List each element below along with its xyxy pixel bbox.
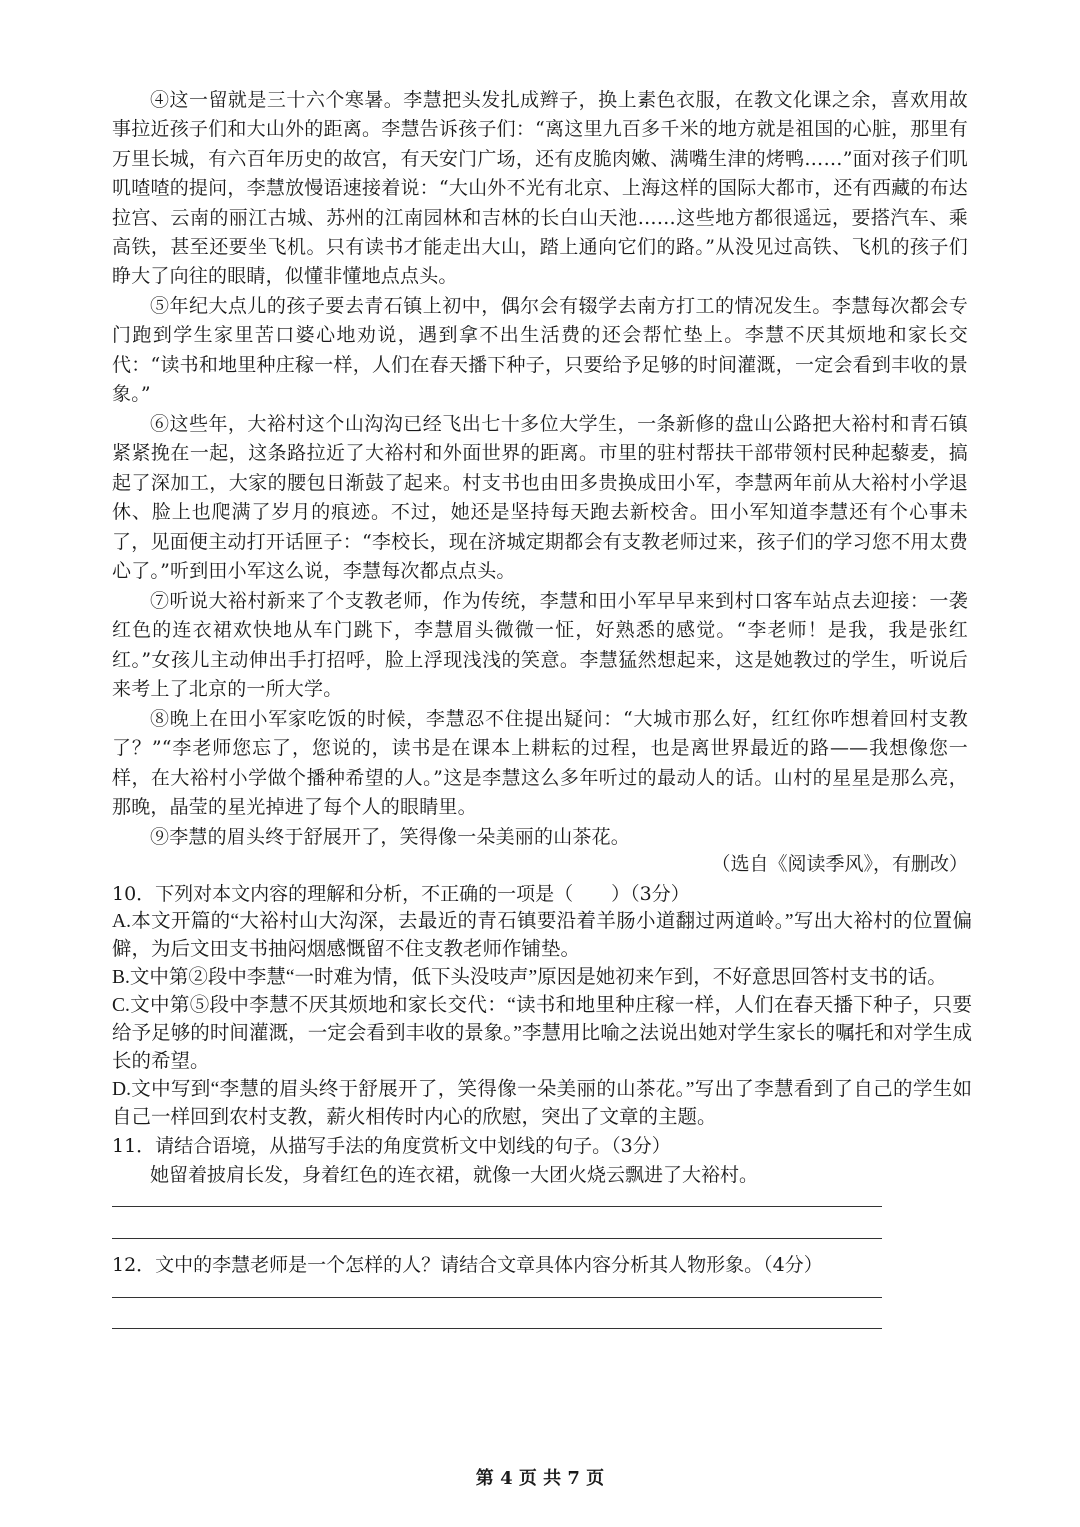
answer-line[interactable] xyxy=(112,1328,882,1329)
question-section xyxy=(112,880,972,1329)
question-11-underlined-sentence: 她留着披肩长发，身着红色的连衣裙，就像一大团火烧云飘进了大裕村。 xyxy=(150,1164,759,1186)
question-10 xyxy=(112,880,972,1132)
question-12-stem: 12．文中的李慧老师是一个怎样的人？请结合文章具体内容分析其人物形象。（4分） xyxy=(112,1254,823,1276)
question-10-option-b[interactable]: B.文中第②段中李慧“一时难为情，低下头没吱声”原因是她初来乍到，不好意思回答村支书的话。 xyxy=(112,967,947,988)
question-12 xyxy=(112,1251,972,1329)
question-10-option-c[interactable]: C.文中第⑤段中李慧不厌其烦地和家长交代：“读书和地里种庄稼一样，人们在春天播下种子，只要给予足够的时间灌溉，一定会看到丰收的景象。”李慧用比喻之法说出她对学生家长的嘱托和对学生成长的希望。 xyxy=(112,995,972,1072)
question-10-stem: 10．下列对本文内容的理解和分析，不正确的一项是（ ）（3分） xyxy=(112,883,690,905)
passage-paragraph-5: ⑤年纪大点儿的孩子要去青石镇上初中，偶尔会有辍学去南方打工的情况发生。李慧每次都会专门跑到学生家里苦口婆心地劝说，遇到拿不出生活费的还会帮忙垫上。李慧不厌其烦地和家长交代：“读书和地里种庄稼一样，人们在春天播下种子，只要给予足够的时间灌溉，一定会看到丰收的景象。” xyxy=(112,295,968,406)
reading-passage xyxy=(112,86,968,852)
passage-source: （选自《阅读季风》，有删改） xyxy=(711,853,968,875)
question-11-stem: 11．请结合语境，从描写手法的角度赏析文中划线的句子。（3分） xyxy=(112,1135,671,1157)
passage-paragraph-7: ⑦听说大裕村新来了个支教老师，作为传统，李慧和田小军早早来到村口客车站点去迎接：一袭红色的连衣裙欢快地从车门跳下，李慧眉头微微一怔，好熟悉的感觉。“李老师！是我，我是张红红。”女孩儿主动伸出手打招呼，脸上浮现浅浅的笑意。李慧猛然想起来，这是她教过的学生，听说后来考上了北京的一所大学。 xyxy=(112,590,968,701)
page-number: 第 4 页 共 7 页 xyxy=(475,1468,605,1489)
passage-paragraph-8: ⑧晚上在田小军家吃饭的时候，李慧忍不住提出疑问：“大城市那么好，红红你咋想着回村支教了？”“李老师您忘了，您说的，读书是在课本上耕耘的过程，也是离世界最近的路——我想像您一样，在大裕村小学做个播种希望的人。”这是李慧这么多年听过的最动人的话。山村的星星是那么亮，那晚，晶莹的星光掉进了每个人的眼睛里。 xyxy=(112,708,968,819)
passage-paragraph-4: ④这一留就是三十六个寒暑。李慧把头发扎成辫子，换上素色衣服，在教文化课之余，喜欢用故事拉近孩子们和大山外的距离。李慧告诉孩子们：“离这里九百多千米的地方就是祖国的心脏，那里有万里长城，有六百年历史的故宫，有天安门广场，还有皮脆肉嫩、满嘴生津的烤鸭……”面对孩子们叽叽喳喳的提问，李慧放慢语速接着说：“大山外不光有北京、上海这样的国际大都市，还有西藏的布达拉宫、云南的丽江古城、苏州的江南园林和吉林的长白山天池……这些地方都很遥远，要搭汽车、乘高铁，甚至还要坐飞机。只有读书才能走出大山，踏上通向它们的路。”从没见过高铁、飞机的孩子们睁大了向往的眼睛，似懂非懂地点点头。 xyxy=(112,89,968,288)
answer-line[interactable] xyxy=(112,1297,882,1298)
question-11 xyxy=(112,1132,972,1239)
passage-paragraph-9: ⑨李慧的眉头终于舒展开了，笑得像一朵美丽的山茶花。 xyxy=(150,826,631,848)
passage-paragraph-6: ⑥这些年，大裕村这个山沟沟已经飞出七十多位大学生，一条新修的盘山公路把大裕村和青石镇紧紧挽在一起，这条路拉近了大裕村和外面世界的距离。市里的驻村帮扶干部带领村民种起藜麦，搞起了深加工，大家的腰包日渐鼓了起来。村支书也由田多贵换成田小军，李慧两年前从大裕村小学退休、脸上也爬满了岁月的痕迹。不过，她还是坚持每天跑去新校舍。田小军知道李慧还有个心事未了，见面便主动打开话匣子：“李校长，现在济城定期都会有支教老师过来，孩子们的学习您不用太费心了。”听到田小军这么说，李慧每次都点点头。 xyxy=(112,413,968,583)
question-10-option-d[interactable]: D.文中写到“李慧的眉头终于舒展开了，笑得像一朵美丽的山茶花。”写出了李慧看到了自己的学生如自己一样回到农村支教，薪火相传时内心的欣慰，突出了文章的主题。 xyxy=(112,1079,972,1128)
answer-line[interactable] xyxy=(112,1238,882,1239)
question-10-option-a[interactable]: A.本文开篇的“大裕村山大沟深，去最近的青石镇要沿着羊肠小道翻过两道岭。”写出大裕村的位置偏僻，为后文田支书抽闷烟感慨留不住支教老师作铺垫。 xyxy=(112,911,972,960)
answer-line[interactable] xyxy=(112,1206,882,1207)
